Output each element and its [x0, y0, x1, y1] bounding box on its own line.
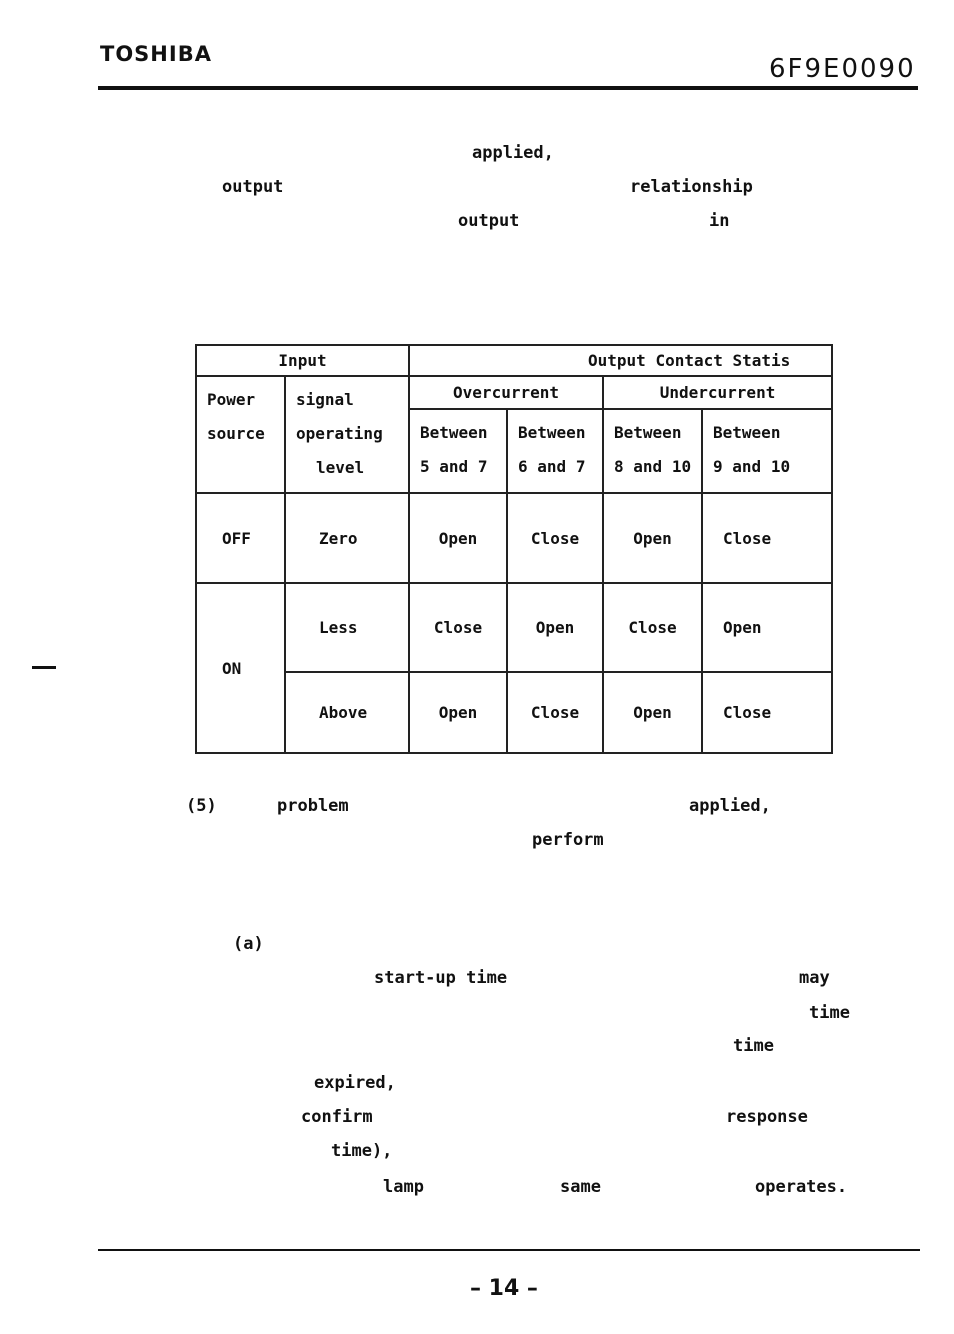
- page-number: – 14 –: [470, 1276, 538, 1301]
- margin-change-mark: [32, 666, 56, 669]
- footer-rule: [98, 1249, 920, 1251]
- table-row: [196, 672, 832, 753]
- section-5-number: (5): [186, 796, 217, 816]
- intro-word-in: in: [709, 211, 730, 231]
- item-a-word: may: [799, 968, 830, 988]
- item-a-word: time),: [331, 1141, 393, 1161]
- status-cell: Close: [702, 493, 832, 583]
- power-on: ON: [196, 583, 285, 753]
- item-a-word: time: [809, 1003, 850, 1023]
- intro-word-applied: applied,: [472, 143, 554, 163]
- status-cell: Open: [702, 583, 832, 672]
- status-cell: Close: [409, 583, 507, 672]
- item-a-word: response: [726, 1107, 808, 1127]
- status-cell: Open: [409, 493, 507, 583]
- intro-word-relationship: relationship: [630, 177, 753, 197]
- status-cell: Close: [603, 583, 702, 672]
- item-a-word: same: [560, 1177, 601, 1197]
- status-cell: Open: [603, 493, 702, 583]
- output-header: Output Contact Statis: [409, 345, 832, 376]
- level-less: Less: [285, 583, 409, 672]
- item-a-word: lamp: [383, 1177, 424, 1197]
- item-a-word: expired,: [314, 1073, 396, 1093]
- status-cell: Close: [507, 493, 603, 583]
- status-cell: Open: [603, 672, 702, 753]
- input-header: Input: [196, 345, 409, 376]
- input-signal-header: signal operating level: [285, 376, 409, 493]
- status-cell: Close: [702, 672, 832, 753]
- power-off: OFF: [196, 493, 285, 583]
- table-row: [196, 583, 832, 672]
- terminal-header-9-10: Between 9 and 10: [702, 409, 832, 493]
- overcurrent-header: Overcurrent: [409, 376, 603, 409]
- terminal-header-5-7: Between 5 and 7: [409, 409, 507, 493]
- status-cell: Open: [409, 672, 507, 753]
- terminal-header-8-10: Between 8 and 10: [603, 409, 702, 493]
- table-row: [196, 493, 832, 583]
- status-cell: Open: [507, 583, 603, 672]
- document-number: 6F9E0090: [769, 54, 916, 84]
- status-cell: Close: [507, 672, 603, 753]
- output-contact-status-table: [195, 344, 833, 754]
- item-a-word: operates.: [755, 1177, 848, 1197]
- item-a-word: time: [733, 1036, 774, 1056]
- header-rule: [98, 86, 918, 90]
- item-a-word: confirm: [301, 1107, 373, 1127]
- level-zero: Zero: [285, 493, 409, 583]
- undercurrent-header: Undercurrent: [603, 376, 832, 409]
- section-5-word-perform: perform: [532, 830, 604, 850]
- level-above: Above: [285, 672, 409, 753]
- company-logo: TOSHIBA: [100, 42, 212, 66]
- section-5-word-applied: applied,: [689, 796, 771, 816]
- power-source-header: Power source: [196, 376, 285, 493]
- intro-word-output-2: output: [458, 211, 520, 231]
- intro-word-output: output: [222, 177, 284, 197]
- item-a-word: start-up time: [374, 968, 508, 988]
- item-a-label: (a): [233, 934, 264, 954]
- section-5-word-problem: problem: [277, 796, 349, 816]
- terminal-header-6-7: Between 6 and 7: [507, 409, 603, 493]
